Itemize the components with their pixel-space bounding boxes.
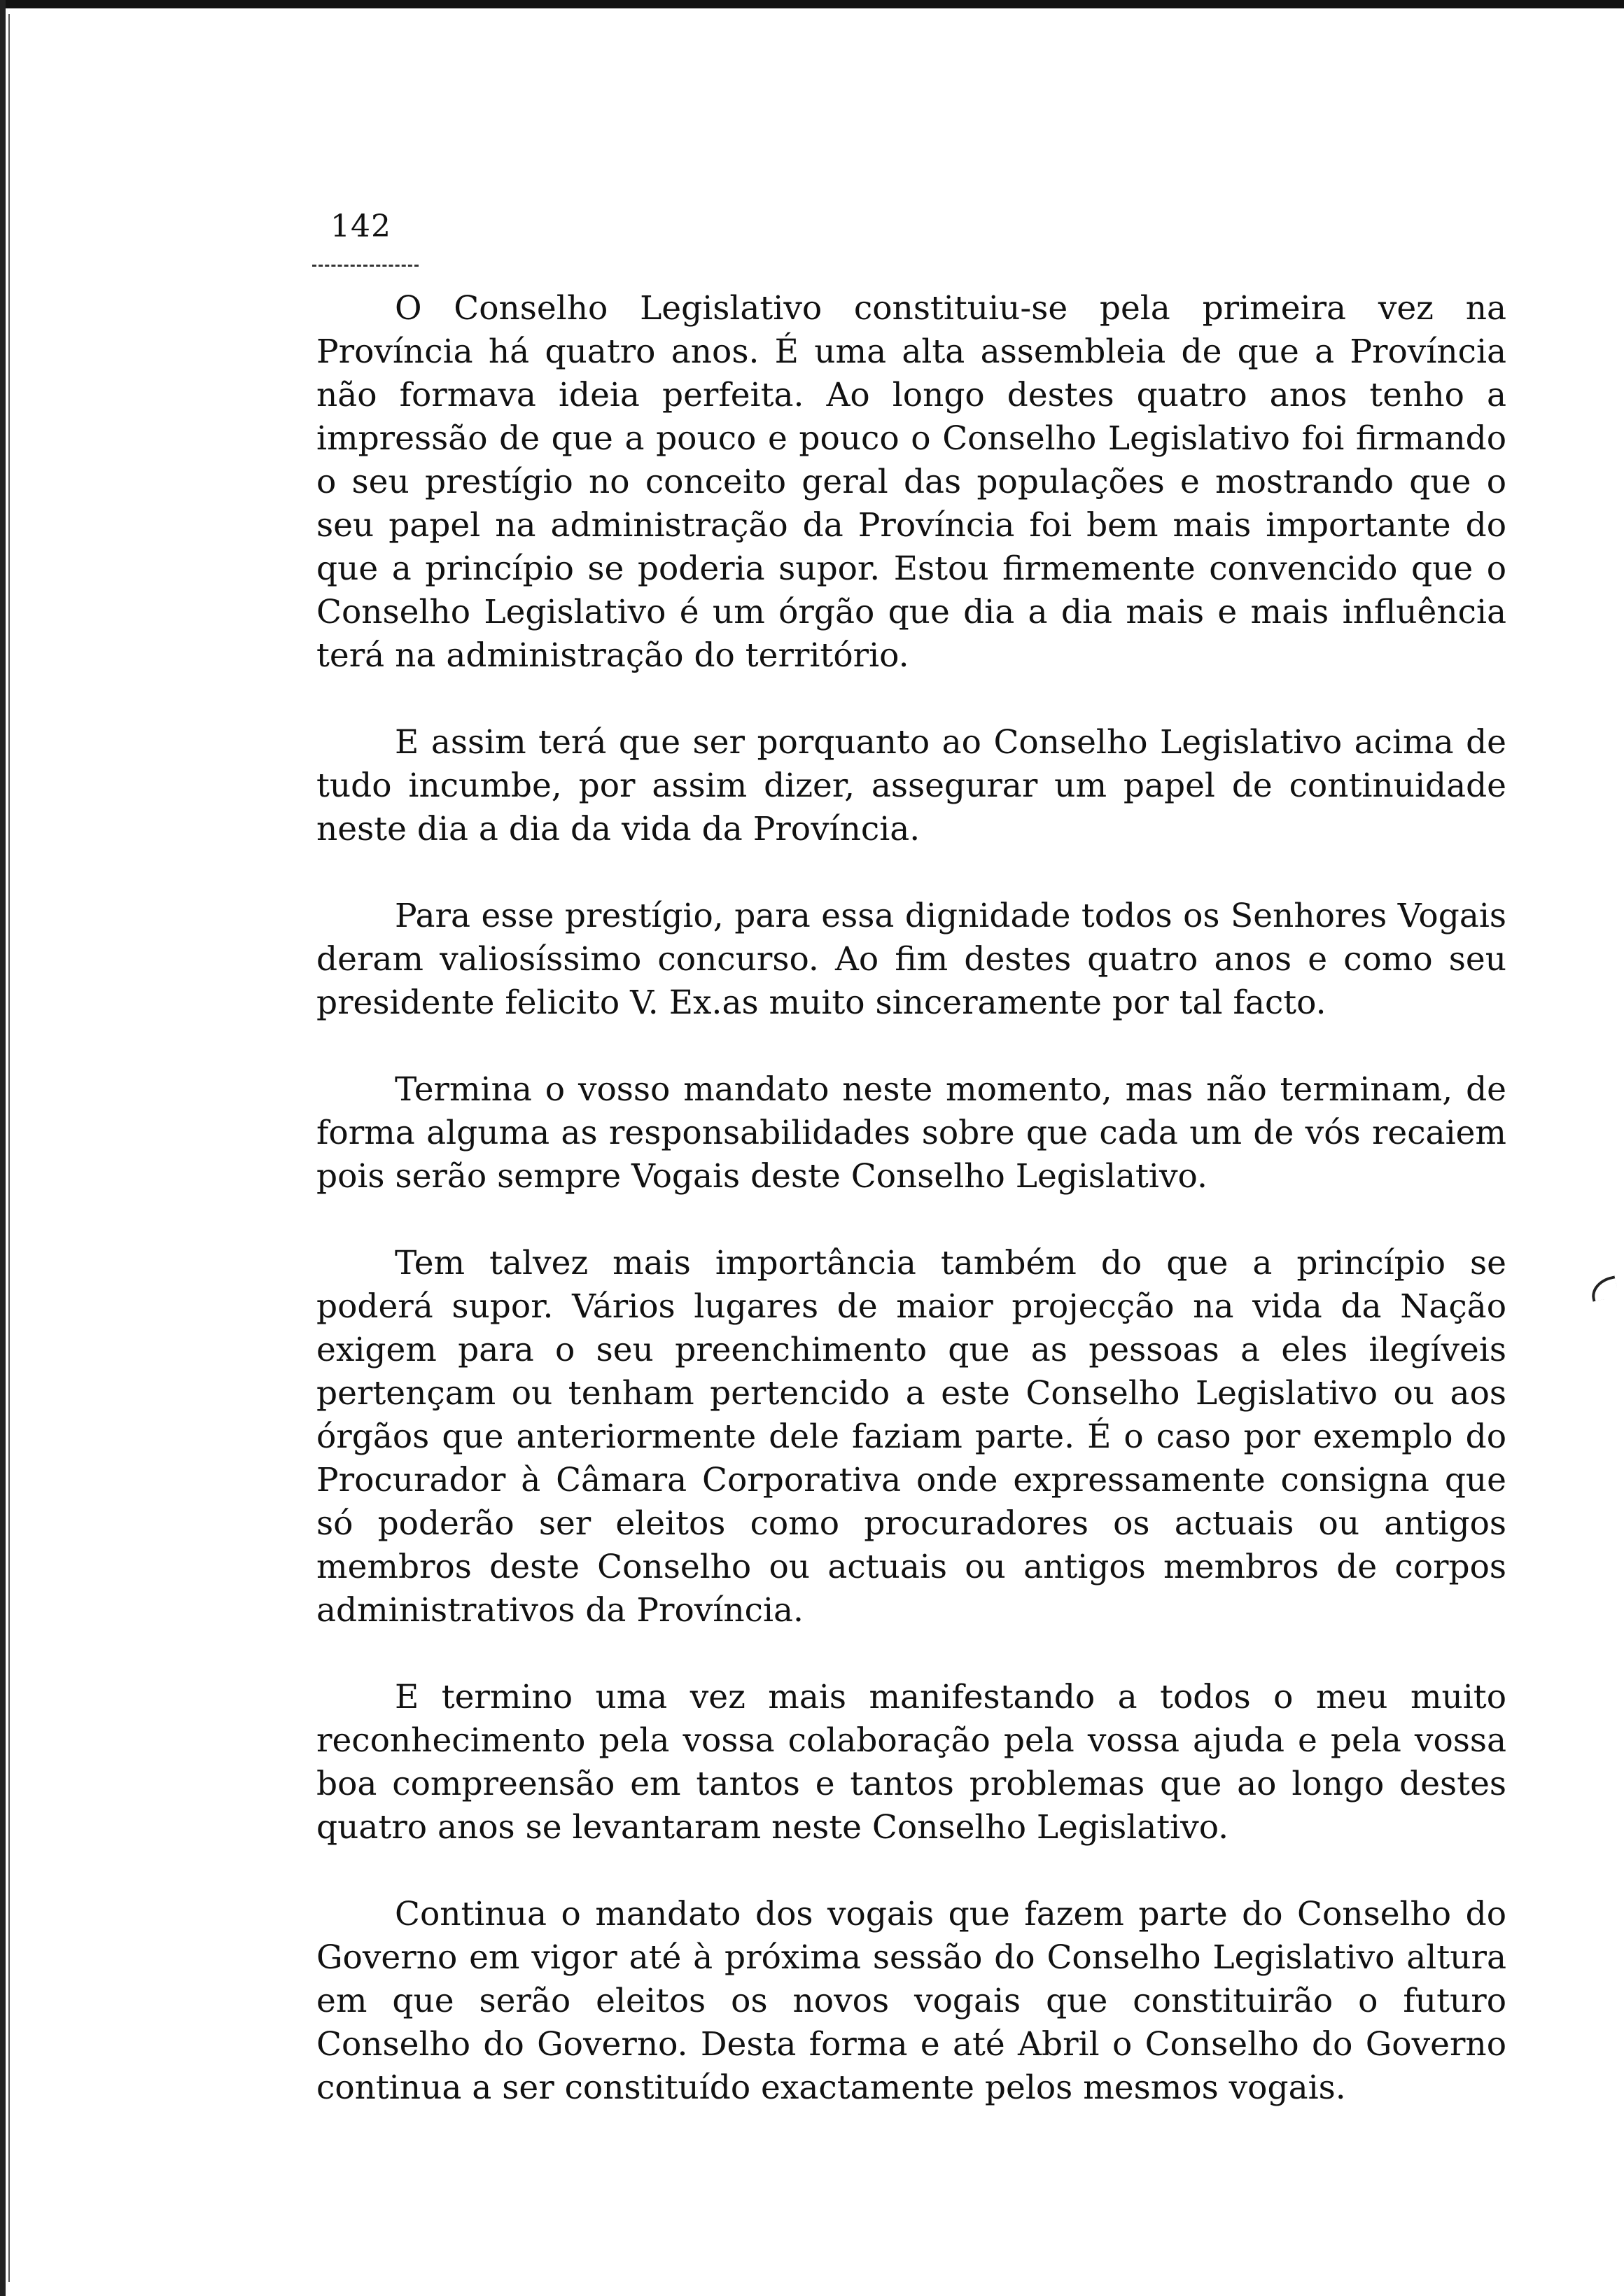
scan-border-top [0,0,1624,8]
scan-border-left-inner [8,14,10,2282]
margin-pencil-mark [1588,1275,1618,1301]
paragraph-4: Termina o vosso mandato neste momento, mas não terminam, de forma alguma as responsabilidades sobre que cada um de vós recaiem pois serão sempre Vogais deste Conselho Legislativo. [316,1070,1506,1196]
page-number-rule [312,265,419,267]
page-number: 142 [330,209,391,244]
paragraph-7: Continua o mandato dos vogais que fazem parte do Conselho do Governo em vigor até à próxima sessão do Conselho Legislativo altura em que serão eleitos os novos vogais que constituirão o futuro Conselho do Governo. Desta forma e até Abril o Conselho do Governo continua a ser constituído exactamente pelos mesmos vogais. [316,1895,1506,2107]
paragraph-1: O Conselho Legislativo constituiu-se pela primeira vez na Província há quatro anos. É uma alta assembleia de que a Província não formava ideia perfeita. Ao longo destes quatro anos tenho a impressão de que a pouco e pouco o Conselho Legislativo foi firmando o seu prestígio no conceito geral das populações e mostrando que o seu papel na administração da Província foi bem mais importante do que a princípio se poderia supor. Estou firmemente convencido que o Conselho Legislativo é um órgão que dia a dia mais e mais influência terá na administração do território. [316,289,1506,675]
document-body [316,287,1506,2110]
paragraph-3: Para esse prestígio, para essa dignidade todos os Senhores Vogais deram valiosíssimo concurso. Ao fim destes quatro anos e como seu presidente felicito V. Ex.as muito sinceramente por tal facto. [316,897,1506,1022]
paragraph-5: Tem talvez mais importância também do que a princípio se poderá supor. Vários lugares de maior projecção na vida da Nação exigem para o seu preenchimento que as pessoas a eles ilegíveis pertençam ou tenham pertencido a este Conselho Legislativo ou aos órgãos que anteriormente dele faziam parte. É o caso por exemplo do Procurador à Câmara Corporativa onde expressamente consigna que só poderão ser eleitos como procuradores os actuais ou antigos membros deste Conselho ou actuais ou antigos membros de corpos administrativos da Província. [316,1244,1506,1630]
paragraph-6: E termino uma vez mais manifestando a todos o meu muito reconhecimento pela vossa colaboração pela vossa ajuda e pela vossa boa compreensão em tantos e tantos problemas que ao longo destes quatro anos se levantaram neste Conselho Legislativo. [316,1678,1506,1847]
scan-border-left [0,0,6,2296]
paragraph-2: E assim terá que ser porquanto ao Conselho Legislativo acima de tudo incumbe, por assim dizer, assegurar um papel de continuidade neste dia a dia da vida da Província. [316,723,1506,848]
